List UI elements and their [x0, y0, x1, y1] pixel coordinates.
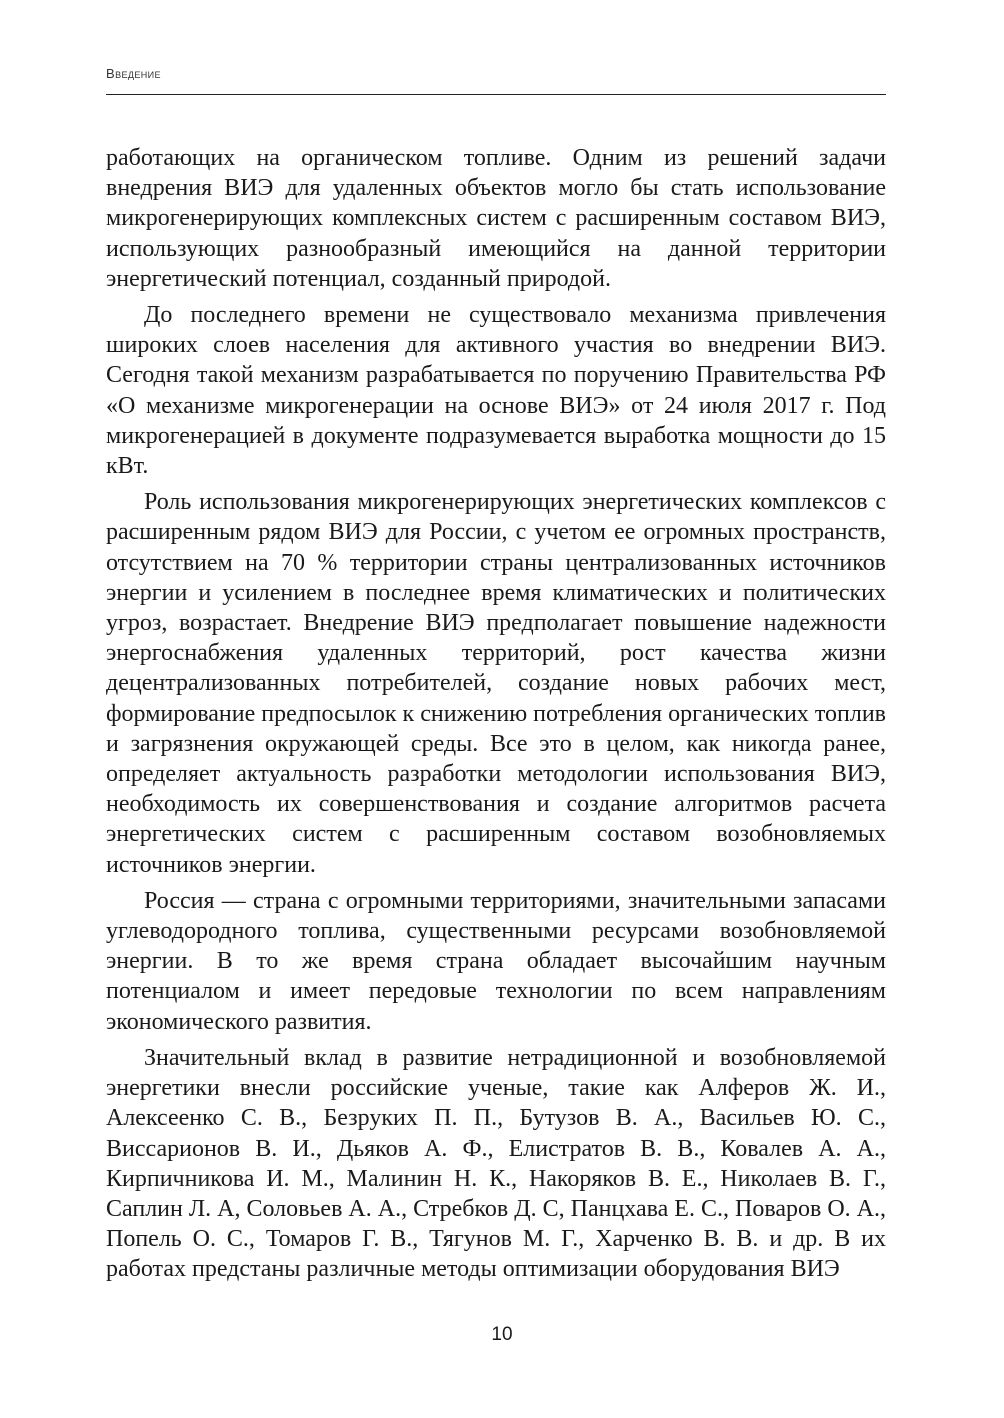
header-rule [106, 94, 886, 95]
page-body [106, 143, 886, 1291]
paragraph-3: Роль использования микрогенерирующих энергетических комплексов с расширенным рядом ВИЭ для России, с учетом ее огромных пространств, отсутствием на 70 % территории страны централизованных источников энергии и усилением в последнее время климатических и политических угроз, возрастает. Внедрение ВИЭ предполагает повышение надежности энергоснабжения удаленных территорий, рост качества жизни децентрализованных потребителей, создание новых рабочих мест, формирование предпосылок к снижению потребления органических топлив и загрязнения окружающей среды. Все это в целом, как никогда ранее, определяет актуальность разработки методологии использования ВИЭ, необходимость их совершенствования и создание алгоритмов расчета энергетических систем с расширенным составом возобновляемых источников энергии. [106, 489, 886, 878]
paragraph-1: работающих на органическом топливе. Одним из решений задачи внедрения ВИЭ для удаленных объектов могло бы стать использование микрогенерирующих комплексных систем с расширенным составом ВИЭ, использующих разнообразный имеющийся на данной территории энергетический потенциал, созданный природой. [106, 145, 886, 292]
paragraph-2: До последнего времени не существовало механизма привлечения широких слоев населения для активного участия во внедрении ВИЭ. Сегодня такой механизм разрабатывается по поручению Правительства РФ «О механизме микрогенерации на основе ВИЭ» от 24 июля 2017 г. Под микрогенерацией в документе подразумевается выработка мощности до 15 кВт. [106, 302, 886, 480]
paragraph-4: Россия — страна с огромными территориями, значительными запасами углеводородного топлива, существенными ресурсами возобновляемой энергии. В то же время страна обладает высочайшим научным потенциалом и имеет передовые технологии по всем направлениям экономического развития. [106, 887, 886, 1035]
paragraph-5: Значительный вклад в развитие нетрадиционной и возобновляемой энергетики внесли российские ученые, такие как Алферов Ж. И., Алексеенко С. В., Безруких П. П., Бутузов В. А., Васильев Ю. С., Виссарионов В. И., Дьяков А. Ф., Елистратов В. В., Ковалев А. А., Кирпичникова И. М., Малинин Н. К., Накоряков В. Е., Николаев В. Г., Саплин Л. А, Соловьев А. А., Стребков Д. С, Панцхава Е. С., Поваров О. А., Попель О. С., Томаров Г. В., Тягунов М. Г., Харченко В. В. и др. В их работах предстаны различные методы оптимизации оборудования ВИЭ [106, 1044, 886, 1283]
page-number: 10 [491, 1324, 513, 1345]
running-head: Введение [106, 66, 161, 81]
